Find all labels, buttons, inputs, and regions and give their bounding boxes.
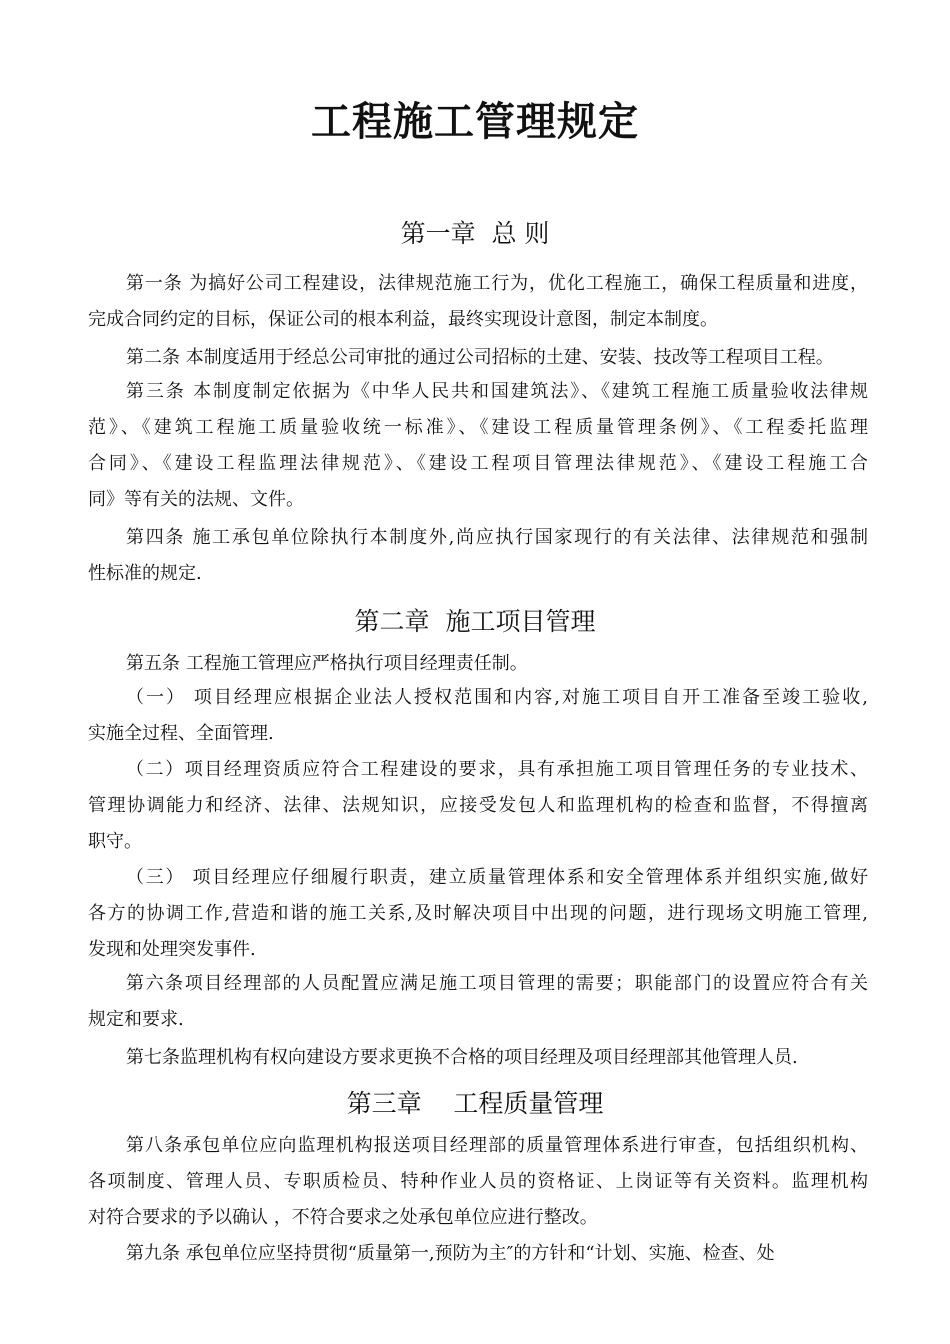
paragraph-line: 第六条项目经理部的人员配置应满足施工项目管理的需要；职能部门的设置应符合有关 [126,973,868,994]
chapter-heading-3: 第三章 工程质量管理 [346,1089,604,1118]
article-paragraph-7 [88,752,868,860]
chapter-heading-1: 第一章 总 则 [400,219,550,248]
paragraph-line: 发现和处理突发事件. [88,939,256,960]
paragraph-line: 第一条 为搞好公司工程建设，法律规范施工行为，优化工程施工，确保工程质量和进度， [126,273,868,294]
article-paragraph-4 [88,520,868,592]
chapter-heading-2: 第二章 施工项目管理 [354,607,596,636]
paragraph-line: 第二条 本制度适用于经总公司审批的通过公司招标的土建、安装、技改等工程项目工程。 [126,347,834,368]
article-paragraph-6 [88,680,868,752]
paragraph-line: 对符合要求的予以确认 ，不符合要求之处承包单位应进行整改。 [88,1207,598,1228]
paragraph-line: 规定和要求. [88,1009,184,1030]
paragraph-line: 职守。 [88,831,142,852]
paragraph-line: （一） 项目经理应根据企业法人授权范围和内容,对施工项目自开工准备至竣工验收, [126,687,868,708]
paragraph-line: 第七条监理机构有权向建设方要求更换不合格的项目经理及项目经理部其他管理人员. [126,1047,798,1068]
article-paragraph-10 [88,1040,868,1076]
paragraph-line: 实施全过程、全面管理. [88,723,274,744]
paragraph-line: （三） 项目经理应仔细履行职责，建立质量管理体系和安全管理体系并组织实施,做好 [126,867,868,888]
paragraph-line: 各项制度、管理人员、专职质检员、特种作业人员的资格证、上岗证等有关资料。监理机构 [88,1171,868,1192]
paragraph-line: 管理协调能力和经济、法律、法规知识，应接受发包人和监理机构的检查和监督，不得擅离 [88,795,868,816]
article-paragraph-5 [88,646,868,682]
paragraph-line: （二）项目经理资质应符合工程建设的要求，具有承担施工项目管理任务的专业技术、 [126,759,868,780]
paragraph-line: 同》等有关的法规、文件。 [88,489,304,510]
article-paragraph-11 [88,1128,868,1236]
document-title: 工程施工管理规定 [311,98,639,145]
paragraph-line: 完成合同约定的目标，保证公司的根本利益，最终实现设计意图，制定本制度。 [88,309,718,330]
paragraph-line: 第五条 工程施工管理应严格执行项目经理责任制。 [126,653,528,674]
article-paragraph-3 [88,374,868,518]
paragraph-line: 合同》、《建设工程监理法律规范》、《建设工程项目管理法律规范》、《建设工程施工合 [88,453,868,474]
paragraph-line: 第三条 本制度制定依据为《中华人民共和国建筑法》、《建筑工程施工质量验收法律规 [126,381,868,402]
article-paragraph-8 [88,860,868,968]
paragraph-line: 性标准的规定. [88,563,202,584]
article-paragraph-1 [88,266,868,338]
paragraph-line: 各方的协调工作,营造和谐的施工关系,及时解决项目中出现的问题，进行现场文明施工管理, [88,903,868,924]
article-paragraph-12 [88,1236,868,1272]
paragraph-line: 第九条 承包单位应坚持贯彻“质量第一,预防为主″的方针和“计划、实施、检查、处 [126,1243,775,1264]
paragraph-line: 范》、《建筑工程施工质量验收统一标准》、《建设工程质量管理条例》、《工程委托监理 [88,417,868,438]
article-paragraph-9 [88,966,868,1038]
article-paragraph-2 [88,340,868,376]
paragraph-line: 第八条承包单位应向监理机构报送项目经理部的质量管理体系进行审查，包括组织机构、 [126,1135,868,1156]
paragraph-line: 第四条 施工承包单位除执行本制度外,尚应执行国家现行的有关法律、法律规范和强制 [126,527,868,548]
